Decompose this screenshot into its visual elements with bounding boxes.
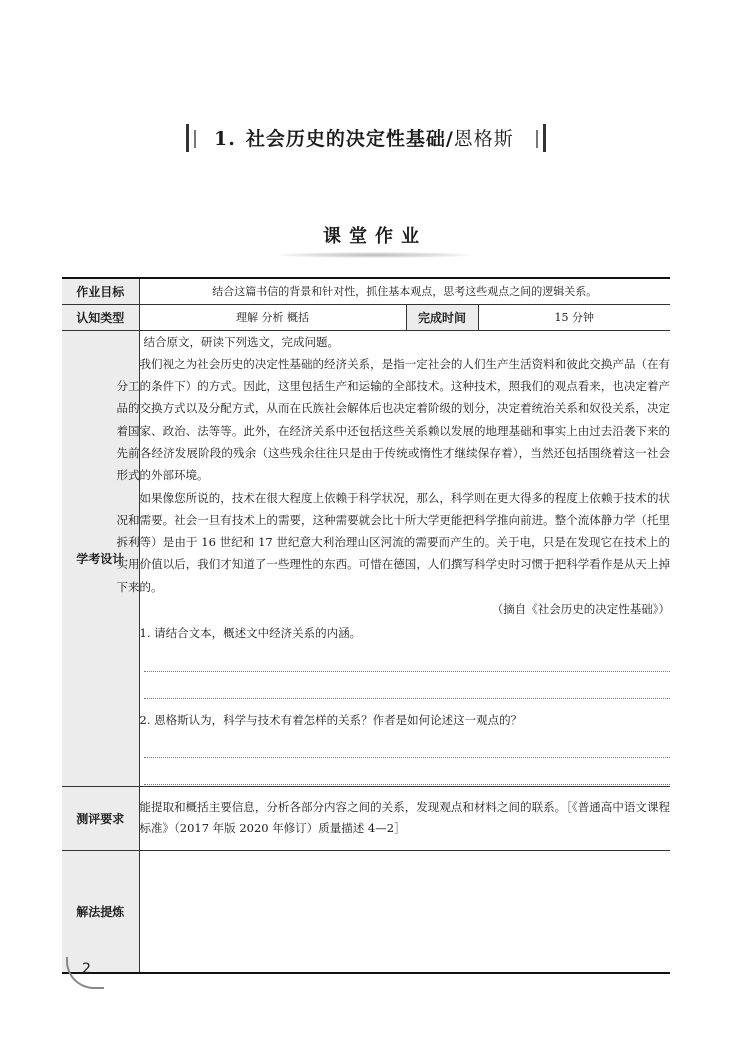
design-intro: 结合原文，研读下列选文，完成问题。 <box>143 334 339 349</box>
table-row-cognition <box>62 304 670 330</box>
title-decor-bar-left <box>186 124 189 152</box>
goal-text: 结合这篇书信的背景和针对性，抓住基本观点，思考这些观点之间的逻辑关系。 <box>139 278 670 304</box>
evaluation-label: 测评要求 <box>62 786 139 850</box>
title-text <box>214 124 514 151</box>
design-passage-1: 我们视之为社会历史的决定性基础的经济关系，是指一定社会的人们生产生活资料和彼此交换产品（在有分工的条件下）的方式。因此，这里包括生产和运输的全部技术。这种技术，照我们的观点看来，也决定着产品的交换方式以及分配方式，从而在氏族社会解体后也决定着阶级的划分，决定着统治关系和奴役关系，决定着国家、政治、法等等。此外，在经济关系中还包括这些关系赖以发展的地理基础和事实上由过去沿袭下来的先前各经济发展阶段的残余（这些残余往往只是由于传统或惰性才继续保存着），当然还包括围绕着这一社会形式的外部环境。 <box>116 356 670 483</box>
answer-line-2b[interactable] <box>144 758 671 785</box>
section-heading <box>250 222 500 262</box>
answer-line-2a[interactable] <box>144 731 671 758</box>
section-heading-underline <box>280 252 470 258</box>
evaluation-text: 能提取和概括主要信息，分析各部分内容之间的关系，发现观点和材料之间的联系。［《普通高中语文课程标准》（2017 年版 2020 年修订）质量描述 4—2］ <box>139 786 670 850</box>
design-source: （摘自《社会历史的决定性基础》） <box>491 602 670 617</box>
title-number: 1. <box>214 128 236 150</box>
table-row-goal <box>62 278 670 304</box>
title-decor-bar-left-inner <box>194 130 196 148</box>
design-content <box>116 330 670 786</box>
time-label: 完成时间 <box>406 304 478 330</box>
design-label: 学考设计 <box>62 330 139 786</box>
page-number <box>66 957 116 987</box>
table-row-method <box>62 850 670 973</box>
design-passage-2: 如果像您所说的，技术在很大程度上依赖于科学状况，那么，科学则在更大得多的程度上依赖于技术的状况和需要。社会一旦有技术上的需要，这种需要就会比十所大学更能把科学推向前进。整个流体静力学（托里拆利等）是由于 16 世纪和 17 世纪意大利治理山区河流的需要而产生的。关于电，只是在发现它在技术上的实用价值以后，我们才知道了一些理性的东西。可惜在德国，人们撰写科学史时习惯于把科学看作是从天上掉下来的。 <box>116 490 670 594</box>
table-row-design <box>62 330 670 786</box>
table-row-evaluation <box>62 786 670 850</box>
method-label: 解法提炼 <box>62 850 139 973</box>
answer-line-1a[interactable] <box>144 645 671 672</box>
title-decor-bar-right <box>543 124 546 152</box>
goal-label: 作业目标 <box>62 278 139 304</box>
cognition-label: 认知类型 <box>62 304 139 330</box>
title-author: 恩格斯 <box>453 128 514 150</box>
chapter-title <box>186 122 546 154</box>
answer-line-1b[interactable] <box>144 672 671 699</box>
section-heading-text: 课堂作业 <box>323 226 427 247</box>
title-decor-bar-right-inner <box>536 130 538 148</box>
question-1: 1. 请结合文本，概述文中经济关系的内涵。 <box>139 626 362 641</box>
method-answer-area[interactable] <box>139 850 670 973</box>
cognition-value: 理解 分析 概括 <box>139 304 406 330</box>
assignment-table <box>62 277 670 974</box>
page-number-text: 2 <box>82 961 91 977</box>
time-value: 15 分钟 <box>478 304 670 330</box>
title-main: 社会历史的决定性基础/ <box>245 128 454 150</box>
question-2: 2. 恩格斯认为，科学与技术有着怎样的关系？作者是如何论述这一观点的？ <box>139 712 523 727</box>
